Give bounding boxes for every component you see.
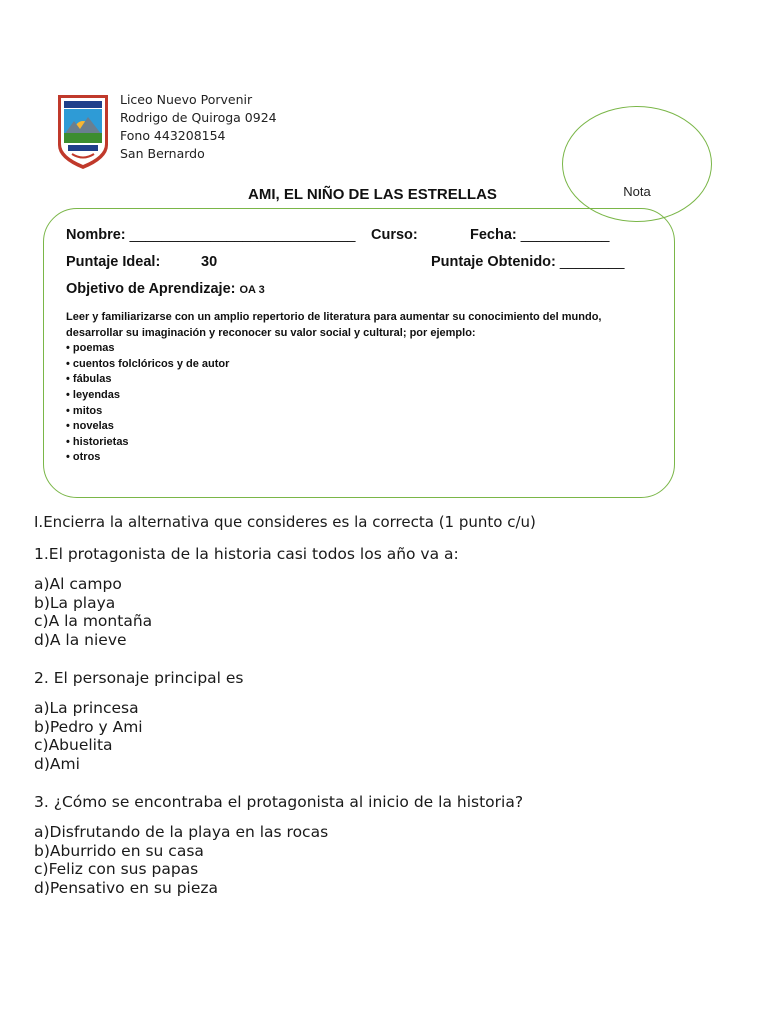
- option-a[interactable]: a)Disfrutando de la playa en las rocas: [34, 823, 329, 841]
- nombre-blank: ____________________________: [129, 227, 356, 243]
- list-item: • leyendas: [66, 388, 656, 404]
- section-instruction: [34, 513, 536, 531]
- option-d[interactable]: d)Pensativo en su pieza: [34, 878, 219, 897]
- puntaje-obtenido-field[interactable]: [431, 254, 624, 270]
- option-d[interactable]: d)A la nieve: [34, 630, 127, 649]
- option-a[interactable]: a)La princesa: [34, 699, 139, 717]
- nombre-label: Nombre:: [66, 227, 126, 243]
- school-crest-logo: [56, 93, 110, 171]
- fecha-blank: ___________: [520, 227, 610, 243]
- list-item: • novelas: [66, 419, 656, 435]
- question-1: [34, 545, 459, 563]
- question-2: [34, 669, 244, 687]
- fecha-label: Fecha:: [470, 227, 517, 243]
- objetivo-description: [66, 310, 656, 466]
- option-c[interactable]: c)A la montaña: [34, 612, 153, 630]
- crest-shield-icon: [56, 93, 110, 171]
- question-3-options: [34, 823, 328, 897]
- question-text: El personaje principal es: [48, 669, 244, 687]
- puntaje-ideal-label: Puntaje Ideal:: [66, 254, 161, 270]
- school-phone: Fono 443208154: [120, 128, 226, 143]
- list-item: • cuentos folclóricos y de autor: [66, 357, 656, 373]
- school-city: San Bernardo: [120, 146, 205, 161]
- objetivo-text-line-2: desarrollar su imaginación y reconocer su valor social y cultural; por ejemplo:: [66, 326, 476, 339]
- option-c[interactable]: c)Abuelita: [34, 736, 113, 754]
- objetivo-code: OA 3: [239, 284, 265, 296]
- question-number: 2.: [34, 669, 49, 687]
- section-instruction-text: Encierra la alternativa que consideres es la correcta (1 punto c/u): [43, 513, 536, 531]
- school-address: Rodrigo de Quiroga 0924: [120, 110, 277, 125]
- option-b[interactable]: b)Pedro y Ami: [34, 717, 143, 736]
- question-2-options: [34, 699, 143, 773]
- school-name: Liceo Nuevo Porvenir: [120, 92, 253, 107]
- question-number: 3.: [34, 793, 49, 811]
- question-1-options: [34, 575, 152, 649]
- nombre-field[interactable]: [66, 227, 355, 243]
- list-item: • poemas: [66, 341, 656, 357]
- list-item: • otros: [66, 450, 656, 466]
- objetivo-text-line-1: Leer y familiarizarse con un amplio repertorio de literatura para aumentar su conocimiento del mundo,: [66, 311, 602, 323]
- question-text: ¿Cómo se encontraba el protagonista al inicio de la historia?: [48, 793, 524, 811]
- option-b[interactable]: b)Aburrido en su casa: [34, 841, 204, 860]
- grade-oval: [562, 106, 712, 222]
- fecha-field[interactable]: [470, 227, 610, 243]
- school-info: [120, 91, 277, 163]
- puntaje-ideal-value: 30: [201, 254, 218, 270]
- list-item: • historietas: [66, 435, 656, 451]
- document-title: AMI, EL NIÑO DE LAS ESTRELLAS: [248, 186, 497, 203]
- objetivo-label: Objetivo de Aprendizaje:: [66, 281, 236, 297]
- option-c[interactable]: c)Feliz con sus papas: [34, 860, 199, 878]
- objetivo-heading: [66, 281, 265, 297]
- puntaje-obtenido-blank: ________: [559, 254, 625, 270]
- question-3: [34, 793, 523, 811]
- option-d[interactable]: d)Ami: [34, 754, 80, 773]
- grade-label: Nota: [623, 184, 651, 199]
- list-item: • mitos: [66, 404, 656, 420]
- list-item: • fábulas: [66, 372, 656, 388]
- option-a[interactable]: a)Al campo: [34, 575, 122, 593]
- question-text: El protagonista de la historia casi todos los año va a:: [48, 545, 459, 563]
- option-b[interactable]: b)La playa: [34, 593, 116, 612]
- puntaje-obtenido-label: Puntaje Obtenido:: [431, 254, 556, 270]
- section-number: I.: [34, 513, 44, 531]
- objetivo-list: [66, 341, 656, 466]
- question-number: 1.: [34, 545, 49, 563]
- curso-label: Curso:: [371, 227, 418, 243]
